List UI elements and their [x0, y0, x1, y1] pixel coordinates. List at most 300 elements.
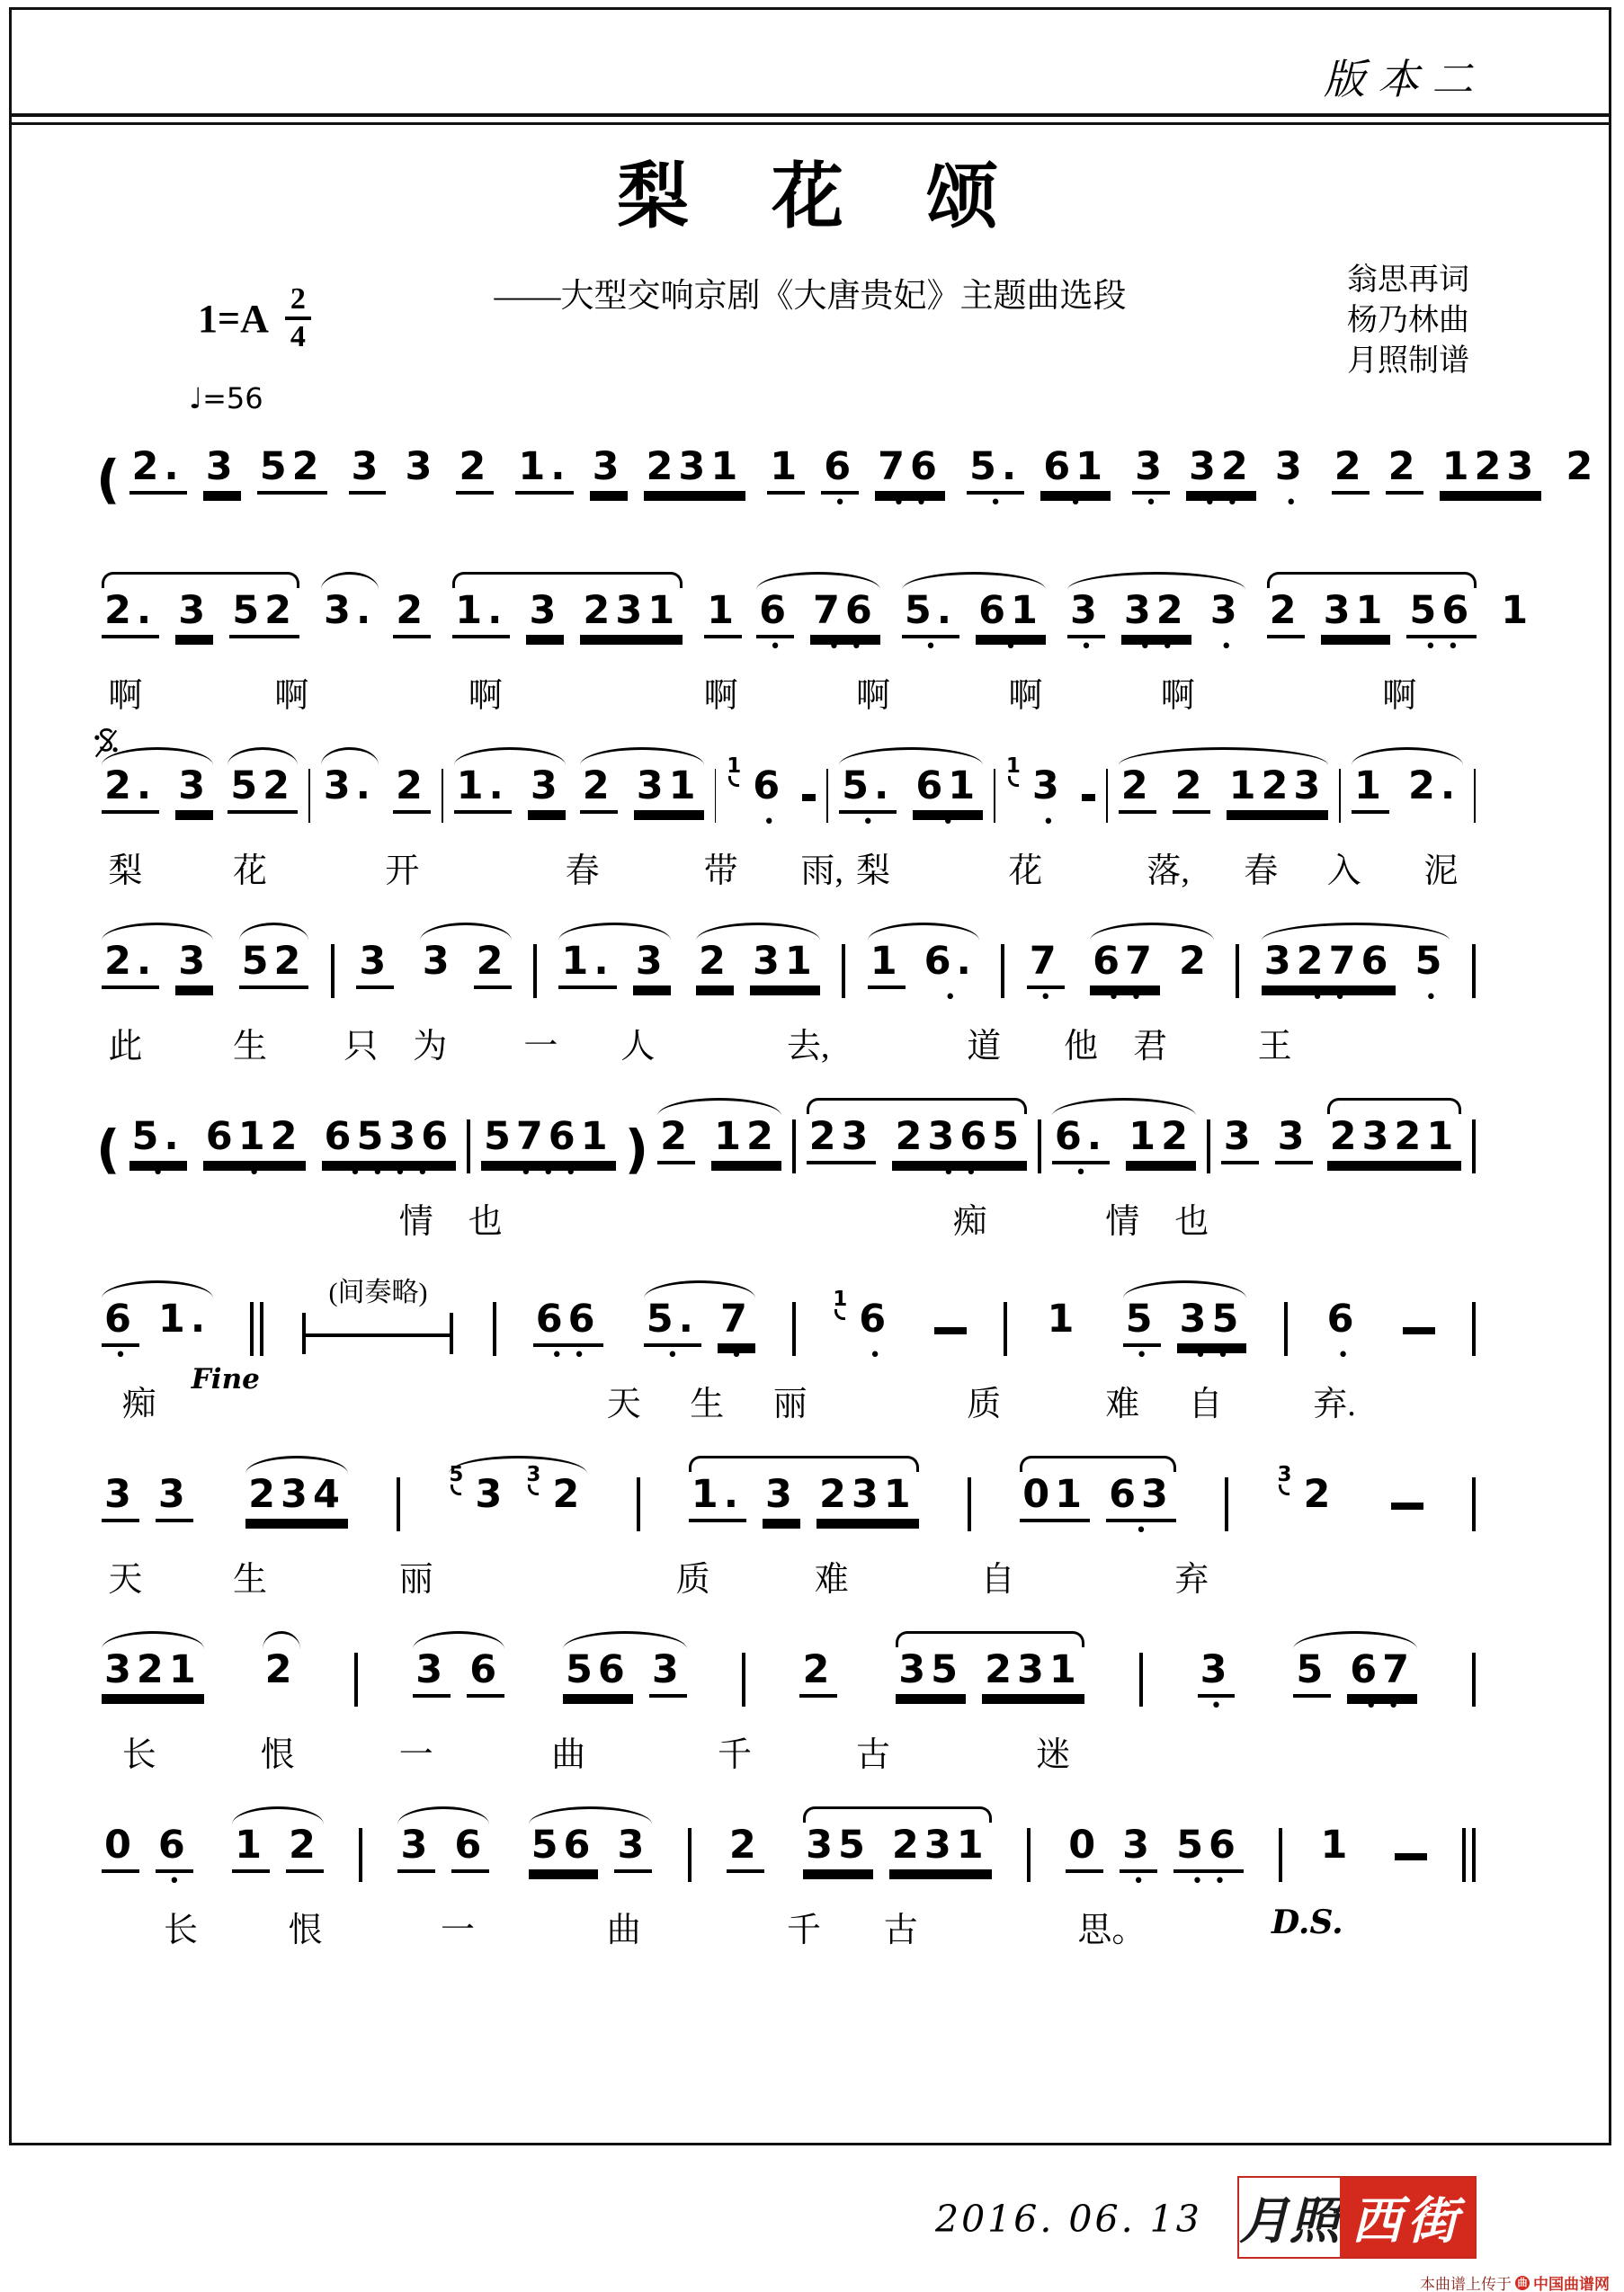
note: [644, 1297, 701, 1370]
note: [1067, 588, 1105, 662]
note-group: [413, 919, 519, 1012]
note: [718, 1297, 755, 1370]
note-number: 3: [649, 1651, 687, 1698]
lyric-syllable: 自: [980, 1561, 1015, 1599]
note: [1563, 444, 1601, 518]
note: [257, 444, 327, 518]
note: [349, 444, 387, 518]
octave-dots: [563, 1522, 574, 1546]
note-number: 2: [1303, 1472, 1336, 1517]
note-group: [1045, 1094, 1203, 1188]
note-number: 6: [156, 1826, 193, 1873]
octave-dots: [1351, 638, 1361, 662]
octave-dots: [741, 1164, 752, 1188]
slur: [232, 1806, 324, 1824]
note-number: 5.: [644, 1300, 701, 1347]
note-number: 3: [1031, 763, 1065, 808]
octave-dots: [257, 814, 268, 837]
note-number: 2: [552, 1472, 585, 1517]
octave-dots: [541, 814, 552, 837]
octave-dots: [291, 1522, 302, 1546]
octave-dots: [628, 1873, 638, 1896]
note: [1121, 588, 1191, 662]
octave-dots: [647, 989, 657, 1012]
octave-dots: [245, 1873, 256, 1896]
octave-dots: [370, 989, 380, 1012]
notes-row: [94, 1803, 1479, 1896]
note-number: 6: [859, 1297, 892, 1342]
octave-dots: [344, 814, 355, 837]
lyric-syllable: 情: [1105, 1203, 1140, 1241]
note: [1325, 1297, 1362, 1370]
interlude-bar: [302, 1313, 453, 1354]
note-number: 1: [767, 448, 805, 495]
note-number: 3: [175, 767, 213, 814]
octave-dots: •: [1069, 492, 1093, 514]
note-group: [1320, 1094, 1469, 1188]
held-note-dash: [1082, 794, 1095, 801]
slur: [102, 572, 299, 588]
octave-dots: •: [1132, 1870, 1156, 1893]
octave-dots: [935, 1873, 946, 1896]
octave-dots: ••: [1311, 986, 1357, 1009]
slur: [239, 923, 309, 941]
note: [393, 763, 431, 837]
note-group: [314, 744, 386, 837]
lyric-syllable: 啊: [703, 677, 738, 715]
note-number: 2: [1173, 767, 1210, 814]
note-group: [238, 1452, 355, 1546]
note: [452, 588, 510, 662]
lyrics-row: [94, 1546, 1479, 1598]
note-number: 35: [803, 1826, 873, 1873]
note-number: 5.: [967, 448, 1024, 495]
note-number: 612: [203, 1118, 306, 1164]
system-verse1a: [94, 744, 1479, 889]
note-group: [1111, 744, 1336, 837]
slur: [228, 747, 298, 765]
slur: [563, 1631, 687, 1649]
note-group: [832, 744, 990, 837]
note: [1066, 1823, 1103, 1896]
lyric-syllable: 难: [1105, 1386, 1140, 1423]
held-note-dash: [1391, 1503, 1423, 1510]
note-number: 1: [868, 942, 906, 989]
lyric-syllable: 思。: [1077, 1912, 1147, 1949]
system-vocalise: [94, 568, 1534, 715]
octave-dots: ••: [942, 1162, 988, 1184]
lyric-syllable: 弃: [1174, 1561, 1209, 1599]
note: [1005, 754, 1067, 837]
label-fine: Fine: [191, 1363, 260, 1396]
octave-dots: ••: [1203, 492, 1249, 514]
note: [420, 939, 458, 1012]
note: [892, 1114, 1027, 1188]
barline: [826, 769, 828, 823]
note-group: [445, 568, 690, 662]
octave-dots: [276, 1698, 287, 1721]
note: [245, 1472, 348, 1546]
octave-dots: [411, 1873, 422, 1896]
octave-dots: •: [941, 811, 965, 834]
meter-numerator: 2: [285, 284, 311, 320]
note-group: [342, 424, 502, 518]
slur: [454, 747, 566, 765]
credit-composer: 杨乃林曲: [1347, 303, 1469, 337]
note-number: 6: [756, 592, 794, 638]
octave-dots: •: [1337, 1344, 1361, 1367]
note-group: [1214, 1094, 1320, 1188]
note-number: 3: [633, 942, 671, 989]
note-number: 67: [1347, 1651, 1417, 1698]
note: [614, 1823, 652, 1896]
note-number: 3: [349, 448, 387, 495]
slur: [245, 1456, 348, 1474]
logo-left: 月照: [1239, 2178, 1340, 2257]
notes-row: [94, 424, 1599, 518]
slur: [1119, 747, 1329, 765]
note-group: [508, 424, 753, 518]
note-group: [1556, 424, 1608, 518]
note-number: 2.: [129, 448, 187, 495]
note-number: 66: [533, 1300, 603, 1347]
note-number: 2.: [102, 767, 159, 814]
note: [689, 1472, 746, 1546]
note: [397, 1823, 435, 1896]
octave-dots: •: [1145, 492, 1168, 514]
credits: [1347, 261, 1469, 382]
lyric-syllable: 啊: [274, 677, 309, 715]
octave-dots: [603, 495, 614, 518]
octave-dots: [593, 814, 604, 837]
note-number: 61: [1040, 448, 1111, 495]
octave-dots: •: [1285, 492, 1308, 514]
note-group: [682, 1452, 926, 1546]
note-number: 56: [529, 1826, 599, 1873]
note: [1090, 939, 1160, 1012]
note: [727, 754, 788, 837]
lyrics-row: [94, 1188, 1479, 1240]
note-number: 3: [1198, 1651, 1236, 1698]
octave-dots: [663, 1698, 674, 1721]
octave-dots: [179, 1347, 190, 1370]
note-group: [861, 919, 986, 1012]
note-number: 3: [475, 1472, 508, 1517]
note-group: [825, 1277, 901, 1370]
interlude: [302, 1270, 453, 1354]
note: [889, 1823, 992, 1896]
note: [321, 763, 379, 837]
note: [474, 939, 512, 1012]
note-number: 01: [1020, 1476, 1090, 1522]
note-number: 231: [982, 1651, 1084, 1698]
notes-row: [94, 919, 1479, 1012]
notes-row: [94, 744, 1479, 837]
note-number: 2: [1178, 939, 1211, 984]
octave-dots: [476, 638, 486, 662]
note-group: [255, 1628, 308, 1721]
slur: [413, 1631, 504, 1649]
note-group: [760, 424, 952, 518]
note-number: 2: [696, 942, 734, 989]
note: [203, 444, 241, 518]
note-group: [94, 1452, 201, 1546]
credit-transcriber: 月照制谱: [1347, 343, 1469, 378]
note-group: [225, 1803, 331, 1896]
note-number: 2365: [892, 1118, 1027, 1164]
octave-dots: •: [834, 492, 857, 514]
note-group: [1038, 1277, 1090, 1370]
note-group: [220, 744, 305, 837]
note: [1040, 444, 1111, 518]
upload-credit: [1420, 2271, 1610, 2292]
note-number: 321: [102, 1651, 204, 1698]
barline: [688, 1828, 692, 1882]
system-verse2b: [94, 1628, 1479, 1773]
barline: [715, 769, 717, 823]
note: [1386, 444, 1423, 518]
key-label: 1=A: [198, 296, 269, 341]
note-number: 5.: [839, 767, 897, 814]
barline: [1139, 1653, 1143, 1707]
note-number: 0: [102, 1826, 139, 1873]
octave-dots: [709, 989, 720, 1012]
slur: [1352, 747, 1463, 765]
note-number: 6: [451, 1826, 489, 1873]
octave-dots: [189, 814, 200, 837]
note-group: [94, 919, 220, 1012]
octave-dots: ••: [893, 492, 938, 514]
note: [1126, 1114, 1196, 1188]
octave-dots: [189, 989, 200, 1012]
slur: [807, 1098, 1028, 1114]
note-number: 32: [1121, 592, 1191, 638]
note: [750, 939, 820, 1012]
octave-dots: [433, 989, 444, 1012]
note: [807, 1114, 877, 1188]
lyric-syllable: 君: [1133, 1028, 1168, 1066]
note-number: 1: [1320, 1823, 1353, 1868]
note-group: [94, 744, 220, 837]
note: [633, 939, 671, 1012]
grace-note: 1: [727, 754, 742, 778]
note-number: 3.: [324, 588, 377, 633]
note-group: [94, 568, 307, 662]
octave-dots: [115, 1873, 126, 1896]
note: [533, 1297, 603, 1370]
octave-dots: •: [152, 1162, 175, 1184]
note-number: 123: [1440, 448, 1542, 495]
note-number: 2: [393, 767, 431, 814]
note: [913, 763, 983, 837]
note-number: 6: [753, 763, 786, 808]
barline: [533, 944, 537, 998]
lyrics-row: [94, 1012, 1479, 1065]
note: [1132, 444, 1170, 518]
barline: [1279, 1828, 1282, 1882]
lyric-syllable: 落,: [1147, 852, 1190, 890]
lyric-syllable: 一: [523, 1028, 558, 1066]
note: [976, 588, 1046, 662]
slur: [102, 923, 213, 941]
note: [239, 939, 309, 1012]
note: [1498, 588, 1536, 662]
note: [228, 763, 298, 837]
octave-dots: [558, 1873, 569, 1896]
octave-dots: •: [769, 636, 792, 658]
grace-note: 5: [449, 1463, 464, 1486]
note-number: 3: [175, 592, 213, 638]
note-group: [406, 1628, 512, 1721]
note: [156, 1823, 193, 1896]
note-number: 2.: [1407, 763, 1461, 808]
slur: [1327, 1098, 1462, 1114]
lyrics-row: [94, 1721, 1479, 1773]
slur: [657, 1098, 781, 1116]
lyric-syllable: 情: [398, 1203, 433, 1241]
octave-dots: •: [1040, 986, 1063, 1009]
system-intro: [94, 424, 1599, 518]
octave-dots: [1079, 1873, 1090, 1896]
note: [1198, 1647, 1236, 1721]
slur: [839, 747, 983, 765]
lyric-syllable: 春: [565, 852, 600, 890]
note: [102, 1647, 204, 1721]
note-number: 1.: [452, 592, 510, 638]
octave-dots: •: [730, 1344, 754, 1367]
note-number: 52: [229, 592, 299, 638]
note-number: 231: [889, 1826, 992, 1873]
note-number: 6.: [924, 939, 977, 984]
note-number: 123: [1227, 767, 1329, 814]
octave-dots: [153, 495, 164, 518]
note-number: 3: [1120, 1826, 1157, 1873]
lyric-syllable: 花: [1008, 852, 1043, 890]
octave-dots: [415, 495, 426, 518]
octave-dots: [1429, 814, 1440, 837]
lyric-syllable: 天: [108, 1561, 143, 1599]
note: [286, 1823, 324, 1896]
slur: [1267, 572, 1477, 588]
note: [1440, 444, 1542, 518]
note-number: 1.: [515, 448, 573, 495]
note: [203, 1114, 306, 1188]
lyric-syllable: 梨: [856, 852, 891, 890]
octave-dots: [1314, 1522, 1325, 1546]
note: [810, 588, 880, 662]
octave-dots: ••: [1138, 636, 1184, 658]
note-number: 1: [704, 592, 742, 638]
lyric-syllable: 泥: [1423, 852, 1459, 890]
note: [1317, 1823, 1355, 1896]
note-number: 5: [1293, 1651, 1331, 1698]
note: [1106, 1472, 1176, 1546]
note: [756, 588, 794, 662]
note: [129, 1114, 187, 1188]
note: [727, 1823, 764, 1896]
note-group: [999, 744, 1075, 837]
octave-dots: [1365, 814, 1376, 837]
note-group: [1058, 1803, 1251, 1896]
note: [1173, 763, 1210, 837]
octave-dots: [299, 1873, 310, 1896]
note: [175, 939, 213, 1012]
lyric-syllable: 曲: [606, 1912, 641, 1949]
note-group: [697, 568, 749, 662]
note: [1227, 763, 1329, 837]
tempo-marking: ♩=56: [189, 381, 263, 415]
note-number: 56: [1406, 592, 1477, 638]
slur: [689, 1456, 919, 1472]
octave-dots: [1388, 1164, 1399, 1188]
octave-dots: ••: [1108, 986, 1153, 1009]
note-number: 76: [875, 448, 945, 495]
octave-dots: ••: [1191, 1870, 1236, 1893]
note-number: 1.: [454, 767, 512, 814]
note: [896, 1647, 966, 1721]
logo-right: 西街: [1340, 2178, 1475, 2257]
note: [263, 1647, 300, 1721]
octave-dots: [539, 495, 549, 518]
site-name: 中国曲谱网: [1533, 2276, 1610, 2292]
slur: [452, 572, 683, 588]
octave-dots: [1512, 638, 1522, 662]
notes-row: [94, 1094, 1479, 1188]
octave-dots: [147, 1698, 158, 1721]
octave-dots: •: [666, 1344, 690, 1367]
note-group: [749, 568, 888, 662]
octave-dots: [344, 638, 355, 662]
lyric-syllable: 质: [967, 1386, 1002, 1423]
barline: [1472, 1653, 1476, 1707]
slur: [580, 747, 704, 765]
note: [393, 588, 431, 662]
note-number: 1: [1501, 588, 1534, 633]
barline: [1207, 1119, 1210, 1173]
octave-dots: [465, 1873, 476, 1896]
note-group: [637, 1277, 763, 1370]
slur: [756, 572, 880, 590]
note-group: [1491, 568, 1543, 662]
version-label: 版本二: [1324, 55, 1486, 103]
note-group: [390, 1803, 496, 1896]
slur: [696, 923, 820, 941]
lyric-syllable: 也: [1174, 1203, 1209, 1241]
lyric-syllable: 啊: [856, 677, 891, 715]
octave-dots: [189, 638, 200, 662]
grace-note: 3: [526, 1463, 541, 1486]
note-group: [447, 744, 573, 837]
note: [634, 763, 704, 837]
note: [102, 763, 159, 837]
note-number: 3: [102, 1476, 139, 1522]
held-note-dash: [934, 1327, 967, 1334]
note-number: 6: [821, 448, 859, 495]
note: [922, 939, 979, 1012]
double-barline: [250, 1302, 263, 1356]
note-number: 2: [1386, 448, 1423, 495]
octave-dots: [1058, 1347, 1069, 1370]
note: [356, 939, 394, 1012]
note: [657, 1114, 695, 1188]
octave-dots: [1485, 495, 1495, 518]
lyric-syllable: 古: [883, 1912, 918, 1949]
barline: [968, 1477, 971, 1531]
octave-dots: •: [1136, 1344, 1159, 1367]
note-group: [1260, 568, 1485, 662]
note-number: 12: [711, 1118, 781, 1164]
lyric-syllable: 恨: [288, 1912, 323, 1949]
